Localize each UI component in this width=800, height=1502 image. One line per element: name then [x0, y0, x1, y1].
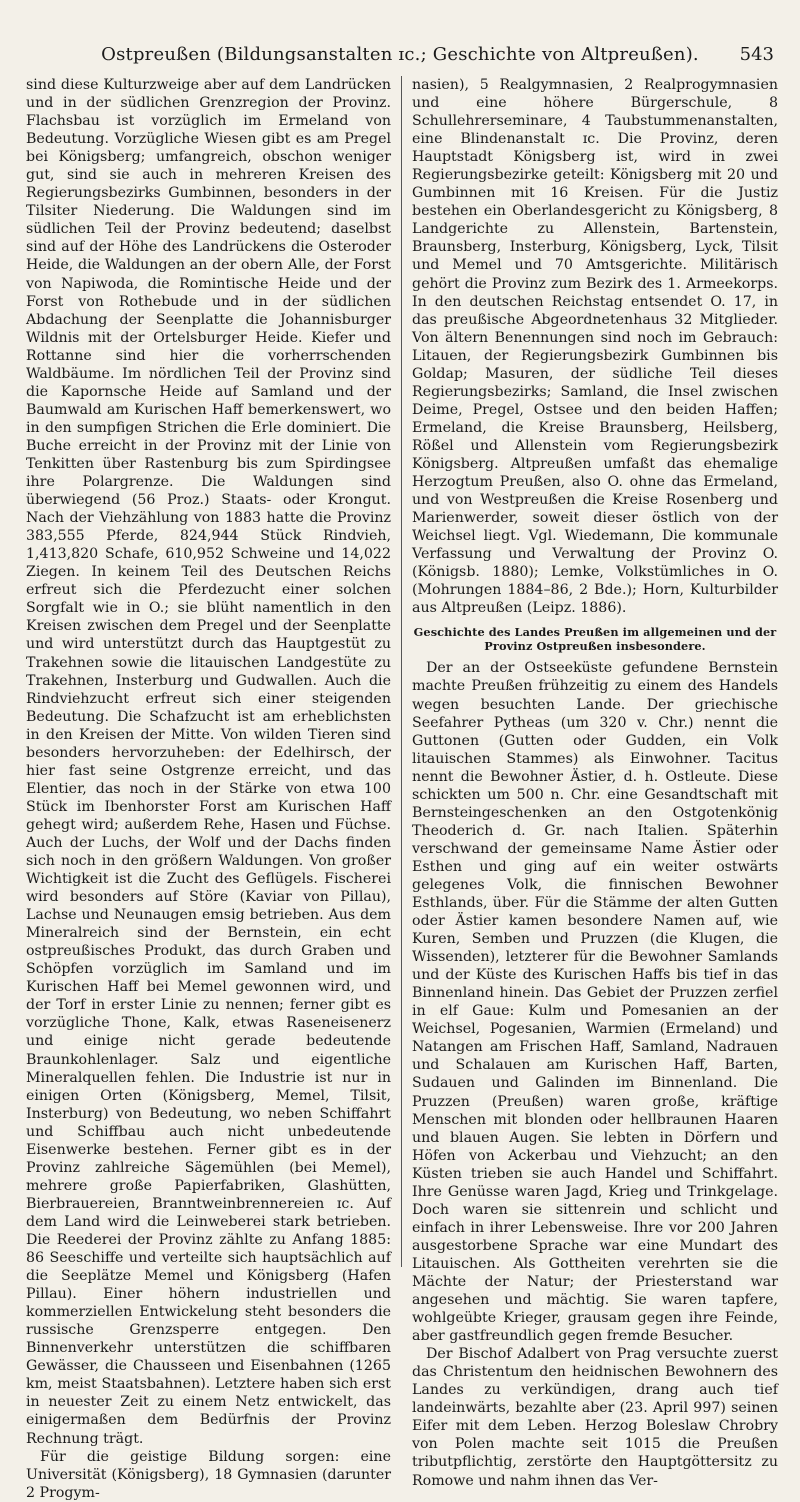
- paragraph: Der Bischof Adalbert von Prag versuchte zuerst das Christentum den heidnischen Bewohnern des Landes zu verkündigen, drang auch tief landeinwärts, bezahlte aber (23. April 997) seinen Eifer mit dem Leben. Herzog Boleslaw Chrobry von Polen machte seit 1015 die Preußen tributpflichtig, zerstörte den Hauptgöttersitz zu Romowe und nahm ihnen das Ver-: [412, 1346, 778, 1489]
- text-columns: [26, 76, 778, 1501]
- section-heading: Geschichte des Landes Preußen im allgemeinen und der Provinz Ostpreußen insbesondere.: [413, 625, 777, 654]
- paragraph: nasien), 5 Realgymnasien, 2 Realprogymnasien und eine höhere Bürgerschule, 8 Schullehrerseminare, 4 Taubstummenanstalten, eine Blindenanstalt ɪc. Die Provinz, deren Hauptstadt Königsberg ist, wird in zwei Regierungsbezirke geteilt: Königsberg mit 20 und Gumbinnen mit 16 Kreisen. Für die Justiz bestehen ein Oberlandesgericht zu Königsberg, 8 Landgerichte zu Allenstein, Bartenstein, Braunsberg, Insterburg, Königsberg, Lyck, Tilsit und Memel und 70 Amtsgerichte. Militärisch gehört die Provinz zum Bezirk des 1. Armeekorps. In den deutschen Reichstag entsendet O. 17, in das preußische Abgeordnetenhaus 32 Mitglieder. Von ältern Benennungen sind noch im Gebrauch: Litauen, der Regierungsbezirk Gumbinnen bis Goldap; Masuren, der südliche Teil dieses Regierungsbezirks; Samland, die Insel zwischen Deime, Pregel, Ostsee und den beiden Haffen; Ermeland, die Kreise Braunsberg, Heilsberg, Rößel und Allenstein vom Regierungsbezirk Königsberg. Altpreußen umfaßt das ehemalige Herzogtum Preußen, also O. ohne das Ermeland, und von Westpreußen die Kreise Rosenberg und Marienwerder, soweit dieser östlich von der Weichsel liegt. Vgl. Wiedemann, Die kommunale Verfassung und Verwaltung der Provinz O. (Königsb. 1880); Lemke, Volkstümliches in O. (Mohrungen 1884–86, 2 Bde.); Horn, Kulturbilder aus Altpreußen (Leipz. 1886).: [412, 77, 778, 617]
- right-column: [402, 76, 778, 1489]
- paragraph: sind diese Kulturzweige aber auf dem Landrücken und in der südlichen Grenzregion der Provinz. Flachsbau ist vorzüglich im Ermeland von Bedeutung. Vorzügliche Wiesen gibt es am Pregel bei Königsberg; umfangreich, obschon weniger gut, sind sie auch in mehreren Kreisen des Regierungsbezirks Gumbinnen, besonders in der Tilsiter Niederung. Die Waldungen sind im südlichen Teil der Provinz bedeutend; daselbst sind auf der Höhe des Landrückens die Osteroder Heide, die Waldungen an der obern Alle, der Forst von Napiwoda, die Romintische Heide und der Forst von Rothebude und in der südlichen Abdachung der Seenplatte die Johannisburger Wildnis mit der Ortelsburger Heide. Kiefer und Rottanne sind hier die vorherrschenden Waldbäume. Im nördlichen Teil der Provinz sind die Kapornsche Heide auf Samland und der Baumwald am Kurischen Haff bemerkenswert, wo in den sumpfigen Strichen die Erle dominiert. Die Buche erreicht in der Provinz mit der Linie von Tenkitten über Rastenburg bis zum Spirdingsee ihre Polargrenze. Die Waldungen sind überwiegend (56 Proz.) Staats- oder Krongut. Nach der Viehzählung von 1883 hatte die Provinz 383,555 Pferde, 824,944 Stück Rindvieh, 1,413,820 Schafe, 610,952 Schweine und 14,022 Ziegen. In keinem Teil des Deutschen Reichs erfreut sich die Pferdezucht einer solchen Sorgfalt wie in O.; sie blüht namentlich in den Kreisen zwischen dem Pregel und der Seenplatte und wird unterstützt durch das Hauptgestüt zu Trakehnen sowie die litauischen Landgestüte zu Trakehnen, Insterburg und Gudwallen. Auch die Rindviehzucht erfreut sich einer steigenden Bedeutung. Die Schafzucht ist am erheblichsten in den Kreisen der Mitte. Von wilden Tieren sind besonders hervorzuheben: der Edelhirsch, der hier fast seine Ostgrenze erreicht, und das Elentier, das noch in der Stärke von etwa 100 Stück im Ibenhorster Forst am Kurischen Haff gehegt wird; außerdem Rehe, Hasen und Füchse. Auch der Luchs, der Wolf und der Dachs finden sich noch in den größern Waldungen. Von großer Wichtigkeit ist die Zucht des Geflügels. Fischerei wird besonders auf Störe (Kaviar von Pillau), Lachse und Neunaugen emsig betrieben. Aus dem Mineralreich sind der Bernstein, ein echt ostpreußisches Produkt, das durch Graben und Schöpfen vorzüglich im Samland und im Kurischen Haff bei Memel gewonnen wird, und der Torf in erster Linie zu nennen; ferner gibt es vorzügliche Thone, Kalk, etwas Raseneisenerz und einige nicht gerade bedeutende Braunkohlenlager. Salz und eigentliche Mineralquellen fehlen. Die Industrie ist nur in einigen Orten (Königsberg, Memel, Tilsit, Insterburg) von Bedeutung, wo neben Schiffahrt und Schiffbau auch nicht unbedeutende Eisenwerke bestehen. Ferner gibt es in der Provinz zahlreiche Sägemühlen (bei Memel), mehrere große Papierfabriken, Glashütten, Bierbrauereien, Branntweinbrennereien ɪc. Auf dem Land wird die Leinweberei stark betrieben. Die Reederei der Provinz zählte zu Anfang 1885: 86 Seeschiffe und verteilte sich hauptsächlich auf die Seeplätze Memel und Königsberg (Hafen Pillau). Einer höhern industriellen und kommerziellen Entwickelung steht besonders die russische Grenzsperre entgegen. Den Binnenverkehr unterstützen die schiffbaren Gewässer, die Chausseen und Eisenbahnen (1265 km, meist Staatsbahnen). Letztere haben sich erst in neuester Zeit zu einem Netz entwickelt, das einigermaßen dem Bedürfnis der Provinz Rechnung trägt.: [26, 77, 391, 1447]
- running-header: [26, 44, 774, 74]
- paragraph: Der an der Ostseeküste gefundene Bernstein machte Preußen frühzeitig zu einem des Handels wegen besuchten Lande. Der griechische Seefahrer Pytheas (um 320 v. Chr.) nennt die Guttonen (Gutten oder Gudden, ein Volk litauischen Stammes) als Einwohner. Tacitus nennt die Bewohner Ästier, d. h. Ostleute. Diese schickten um 500 n. Chr. eine Gesandtschaft mit Bernsteingeschenken an den Ostgotenkönig Theoderich d. Gr. nach Italien. Späterhin verschwand der gemeinsame Name Ästier oder Esthen und ging auf ein weiter ostwärts gelegenes Volk, die finnischen Bewohner Esthlands, über. Für die Stämme der alten Gutten oder Ästier kamen besondere Namen auf, wie Kuren, Semben und Pruzzen (die Klugen, die Wissenden), letzterer für die Bewohner Samlands und der Küste des Kurischen Haffs bis tief in das Binnenland hinein. Das Gebiet der Pruzzen zerfiel in elf Gaue: Kulm und Pomesanien an der Weichsel, Pogesanien, Warmien (Ermeland) und Natangen am Frischen Haff, Samland, Nadrauen und Schalauen am Kurischen Haff, Barten, Sudauen und Galinden im Binnenland. Die Pruzzen (Preußen) waren große, kräftige Menschen mit blonden oder hellbraunen Haaren und blauen Augen. Sie lebten in Dörfern und Höfen von Ackerbau und Viehzucht; an den Küsten trieben sie auch Handel und Schiffahrt. Ihre Genüsse waren Jagd, Krieg und Trinkgelage. Doch waren sie sittenrein und schlicht und einfach in ihrer Lebensweise. Ihre vor 200 Jahren ausgestorbene Sprache war eine Mundart des Litauischen. Als Gottheiten verehrten sie die Mächte der Natur; der Priesterstand war angesehen und mächtig. Sie waren tapfere, wohlgeübte Krieger, grausam gegen ihre Feinde, aber gastfreundlich gegen fremde Besucher.: [412, 660, 778, 1345]
- page-number: 543: [739, 44, 774, 65]
- paragraph: Für die geistige Bildung sorgen: eine Universität (Königsberg), 18 Gymnasien (darunter 2 Progym-: [26, 1448, 391, 1501]
- running-title: Ostpreußen (Bildungsanstalten ɪc.; Geschichte von Altpreußen).: [101, 44, 699, 65]
- left-column: [26, 76, 402, 1501]
